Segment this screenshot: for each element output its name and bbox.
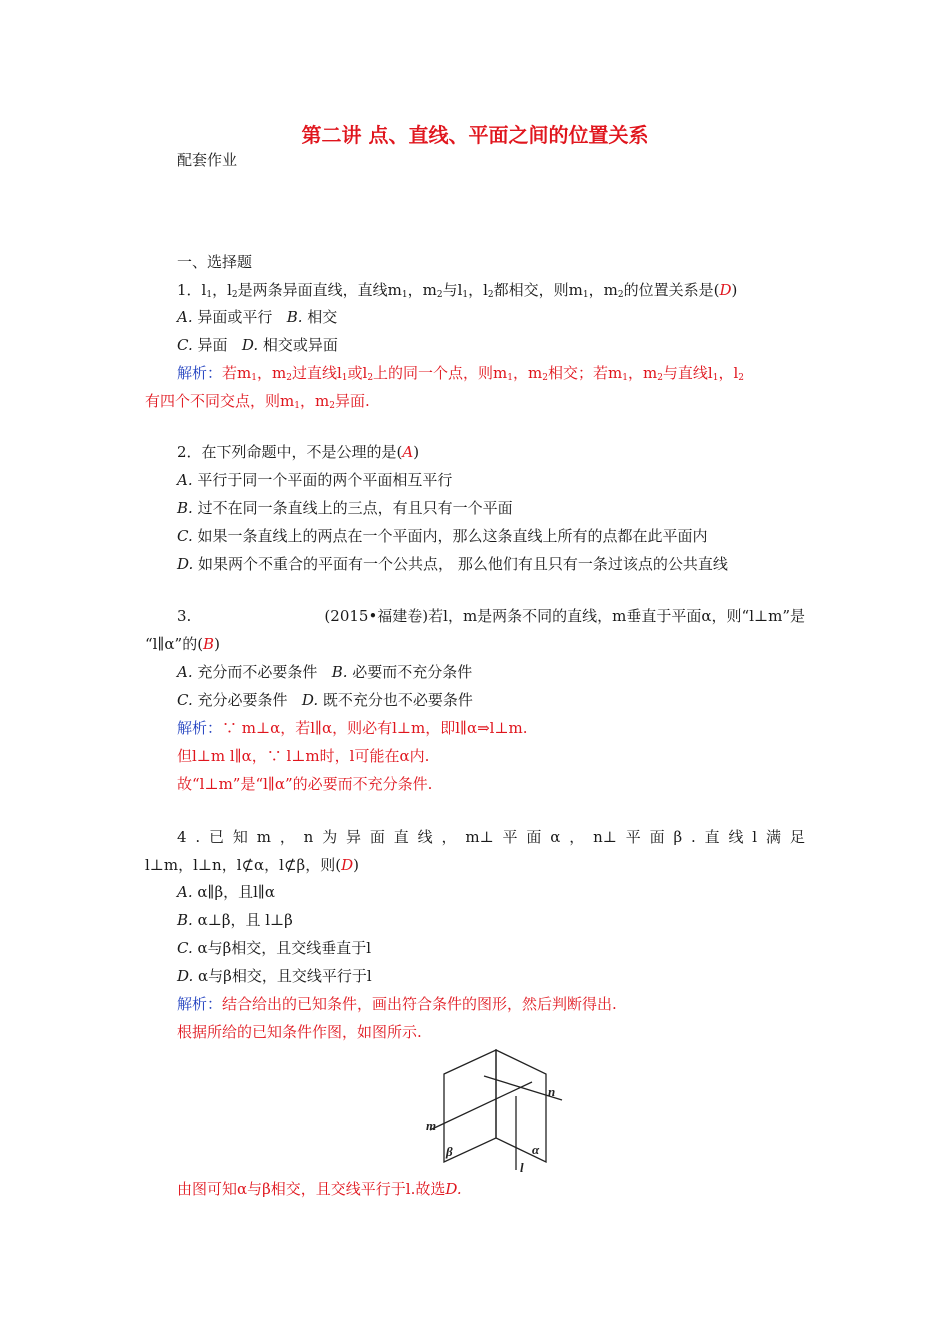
question-2-option-d: D. 如果两个不重合的平面有一个公共点， 那么他们有且只有一条过该点的公共直线 xyxy=(177,555,728,573)
question-2-option-c: C. 如果一条直线上的两点在一个平面内，那么这条直线上所有的点都在此平面内 xyxy=(177,527,708,545)
section-heading: 一、选择题 xyxy=(177,253,253,271)
label-alpha: α xyxy=(532,1142,540,1157)
question-2-option-b: B. 过不在同一条直线上的三点，有且只有一个平面 xyxy=(177,499,513,517)
label-beta: β xyxy=(446,1144,453,1159)
question-3-options-cd: C. 充分必要条件 D. 既不充分也不必要条件 xyxy=(177,691,473,709)
question-1-options-cd: C. 异面 D. 相交或异面 xyxy=(177,336,338,354)
page-title: 第二讲 点、直线、平面之间的位置关系 xyxy=(301,123,649,147)
question-4-option-d: D. α与β相交，且交线平行于l xyxy=(177,967,372,985)
question-2-stem: 2．在下列命题中，不是公理的是(A) xyxy=(177,443,420,461)
answer-4: D xyxy=(341,856,354,874)
question-1-explanation-1: 解析：若$m_1$，$m_2$过直线$l_1$或$l_2$上的同一个点，则$m_1$，$m_2$相交；若$m_1$，$m_2$与直线$l_1$，$l_2$ xyxy=(177,364,745,383)
question-1-stem: 1．$l_1$，$l_2$是两条异面直线，直线$m_1$，$m_2$与$l_1$，$l_2$都相交，则$m_1$，$m_2$的位置关系是(D) xyxy=(177,281,738,300)
answer-2: A xyxy=(402,443,414,461)
question-2-option-a: A. 平行于同一个平面的两个平面相互平行 xyxy=(177,471,453,489)
question-3-explanation-3: 故“l⊥m”是“l∥α”的必要而不充分条件. xyxy=(177,775,433,793)
label-l: l xyxy=(520,1160,524,1175)
answer-3: B xyxy=(203,635,215,653)
answer-1: D xyxy=(719,281,732,299)
label-m: m xyxy=(426,1118,437,1133)
label-n: n xyxy=(548,1084,556,1099)
line-m xyxy=(430,1082,532,1130)
question-3-options-ab: A. 充分而不必要条件 B. 必要而不充分条件 xyxy=(177,663,473,681)
question-4-option-c: C. α与β相交，且交线垂直于l xyxy=(177,939,372,957)
question-3-explanation-2: 但l⊥m l∥α，∵ l⊥m时，l可能在α内. xyxy=(177,747,430,765)
question-3-explanation-1: 解析：∵ m⊥α，若l∥α，则必有l⊥m，即l∥α⇒l⊥m. xyxy=(177,719,528,737)
question-4-explanation-2: 根据所给的已知条件作图，如图所示. xyxy=(177,1023,422,1041)
question-3-stem-line-1: 3. (2015•福建卷)若l，m是两条不同的直线，m垂直于平面α，则“l⊥m”是 xyxy=(177,607,805,625)
planes-figure xyxy=(420,1046,570,1176)
question-4-stem-line-1: 4 . 已 知 m ， n 为 异 面 直 线 ， m⊥ 平 面 α ， n⊥ 平 面 β . 直 线 l 满 足 xyxy=(177,828,805,846)
question-1-explanation-2: 有四个不同交点，则$m_1$，$m_2$异面. xyxy=(145,392,370,411)
question-4-explanation-3: 由图可知α与β相交，且交线平行于l.故选D. xyxy=(177,1180,462,1198)
question-4-stem-line-2: l⊥m，l⊥n，l⊄α，l⊄β，则(D) xyxy=(145,856,359,874)
page-subtitle: 配套作业 xyxy=(177,151,238,169)
question-4-option-a: A. α∥β，且l∥α xyxy=(177,883,275,901)
question-1-options-ab: A. 异面或平行 B. 相交 xyxy=(177,308,338,326)
question-3-stem-line-2: “l∥α”的(B) xyxy=(145,635,220,653)
question-4-option-b: B. α⊥β，且 l⊥β xyxy=(177,911,293,929)
question-4-explanation-1: 解析：结合给出的已知条件，画出符合条件的图形，然后判断得出. xyxy=(177,995,617,1013)
